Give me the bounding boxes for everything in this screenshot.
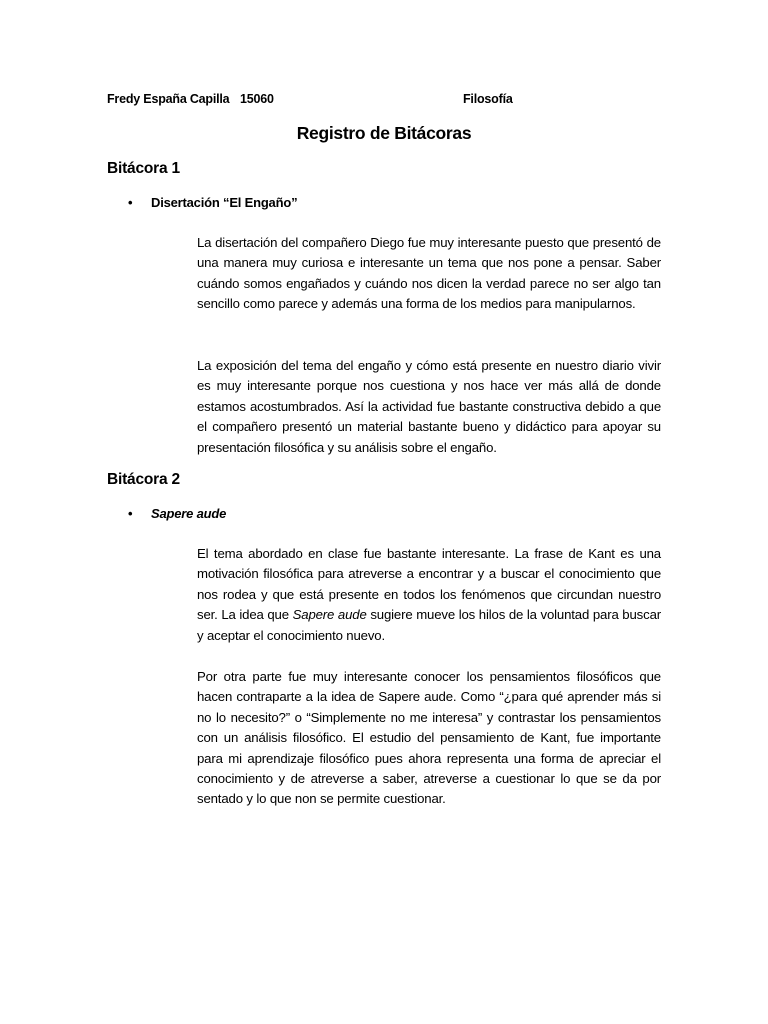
paragraph: La exposición del tema del engaño y cómo está presente en nuestro diario vivir es muy interesante porque nos cuestiona y nos hace ver más allá de donde estamos acostumbrados. Así la actividad fue bastante constructiva debido a que el compañero presentó un material bastante bueno y didáctico para apoyar su presentación filosófica y su análisis sobre el engaño. — [197, 358, 661, 455]
document-title: Registro de Bitácoras — [296, 123, 472, 143]
bullet-icon: • — [128, 195, 133, 210]
paragraph-text: El tema abordado en clase fue bastante interesante. La frase de Kant es una motivación filosófica para atreverse a encontrar y a buscar el conocimiento que nos rodea y que está presente en todos los fenómenos que circundan nuestro ser. La idea que — [197, 546, 661, 623]
paragraph-text: sugiere mueve los hilos de la voluntad para buscar y aceptar el conocimiento nuevo. — [197, 607, 661, 643]
paragraph — [197, 544, 661, 646]
author-name: Fredy España Capilla — [107, 92, 230, 106]
paragraph: Por otra parte fue muy interesante conocer los pensamientos filosóficos que hacen contraparte a la idea de Sapere aude. Como “¿para qué aprender más si no lo necesito?” o “Simplemente no me interesa” y contrastar los pensamientos con un análisis filosófico. El estudio del pensamiento de Kant, fue importante para mi aprendizaje filosófico pues ahora representa una forma de apreciar el conocimiento y de atreverse a saber, atreverse a cuestionar lo que se da por sentado y lo que non se permite cuestionar. — [197, 669, 661, 807]
section-heading-bitacora-1: Bitácora 1 — [107, 160, 180, 177]
subject-name: Filosofía — [463, 92, 513, 106]
bullet-topic: Sapere aude — [151, 506, 227, 521]
bullet-item — [128, 195, 297, 210]
bullet-topic: Disertación “El Engaño” — [151, 195, 298, 210]
student-code: 15060 — [240, 92, 274, 106]
paragraph-italic-text: Sapere aude — [292, 607, 367, 623]
bullet-item — [128, 506, 226, 521]
paragraph: La disertación del compañero Diego fue muy interesante puesto que presentó de una manera muy curiosa e interesante un tema que nos pone a pensar. Saber cuándo somos engañados y cuándo nos dicen la verdad parece no ser algo tan sencillo como parece y además una forma de los medios para manipularnos. — [197, 235, 661, 312]
bullet-icon: • — [128, 506, 133, 521]
section-heading-bitacora-2: Bitácora 2 — [107, 471, 180, 488]
